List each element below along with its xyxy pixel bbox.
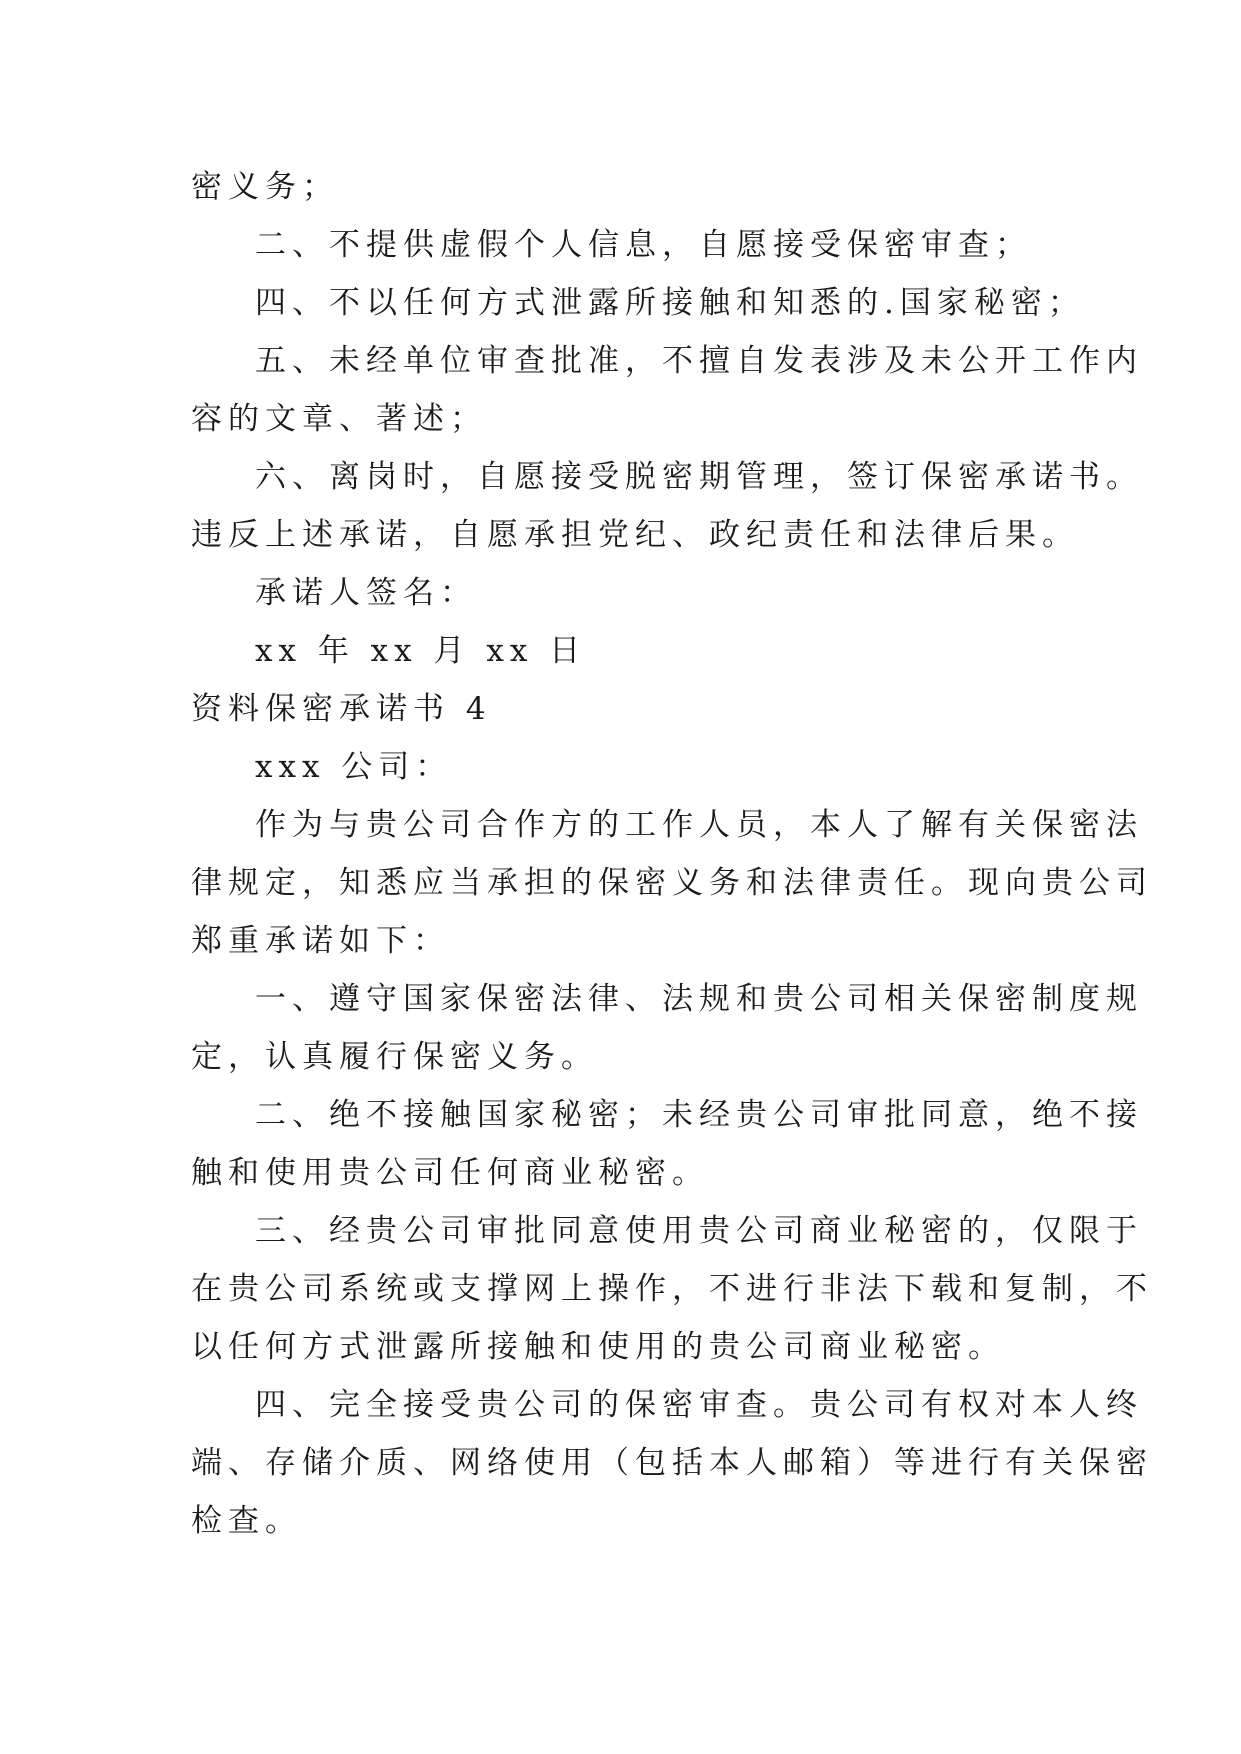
- text-line: 六、离岗时，自愿接受脱密期管理，签订保密承诺书。: [255, 459, 1143, 495]
- text-line: 四、不以任何方式泄露所接触和知悉的.国家秘密；: [255, 285, 1085, 321]
- text-line: 检查。: [191, 1503, 302, 1539]
- date-line: xx 年 xx 月 xx 日: [255, 633, 587, 669]
- text-line: 定，认真履行保密义务。: [191, 1039, 598, 1075]
- addressee: xxx 公司：: [255, 749, 453, 785]
- text-line: 四、完全接受贵公司的保密审查。贵公司有权对本人终: [255, 1387, 1143, 1423]
- text-line: 在贵公司系统或支撑网上操作，不进行非法下载和复制，不: [191, 1271, 1153, 1307]
- text-line: 密义务；: [191, 169, 339, 205]
- text-line: 郑重承诺如下：: [191, 923, 450, 959]
- document-body: [191, 158, 1153, 1550]
- text-line: 触和使用贵公司任何商业秘密。: [191, 1155, 709, 1191]
- text-line: 一、遵守国家保密法律、法规和贵公司相关保密制度规: [255, 981, 1143, 1017]
- text-line: 二、不提供虚假个人信息，自愿接受保密审查；: [255, 227, 1032, 263]
- text-line: 五、未经单位审查批准，不擅自发表涉及未公开工作内: [255, 343, 1143, 379]
- text-line: 作为与贵公司合作方的工作人员，本人了解有关保密法: [255, 807, 1143, 843]
- text-line: 端、存储介质、网络使用（包括本人邮箱）等进行有关保密: [191, 1445, 1153, 1481]
- text-line: 容的文章、著述；: [191, 401, 487, 437]
- text-line: 以任何方式泄露所接触和使用的贵公司商业秘密。: [191, 1329, 1005, 1365]
- text-line: 违反上述承诺，自愿承担党纪、政纪责任和法律后果。: [191, 517, 1079, 553]
- text-line: 二、绝不接触国家秘密；未经贵公司审批同意，绝不接: [255, 1097, 1143, 1133]
- section-heading: 资料保密承诺书 4: [191, 691, 492, 727]
- text-line: 律规定，知悉应当承担的保密义务和法律责任。现向贵公司: [191, 865, 1153, 901]
- signature-label: 承诺人签名：: [255, 575, 477, 611]
- text-line: 三、经贵公司审批同意使用贵公司商业秘密的，仅限于: [255, 1213, 1143, 1249]
